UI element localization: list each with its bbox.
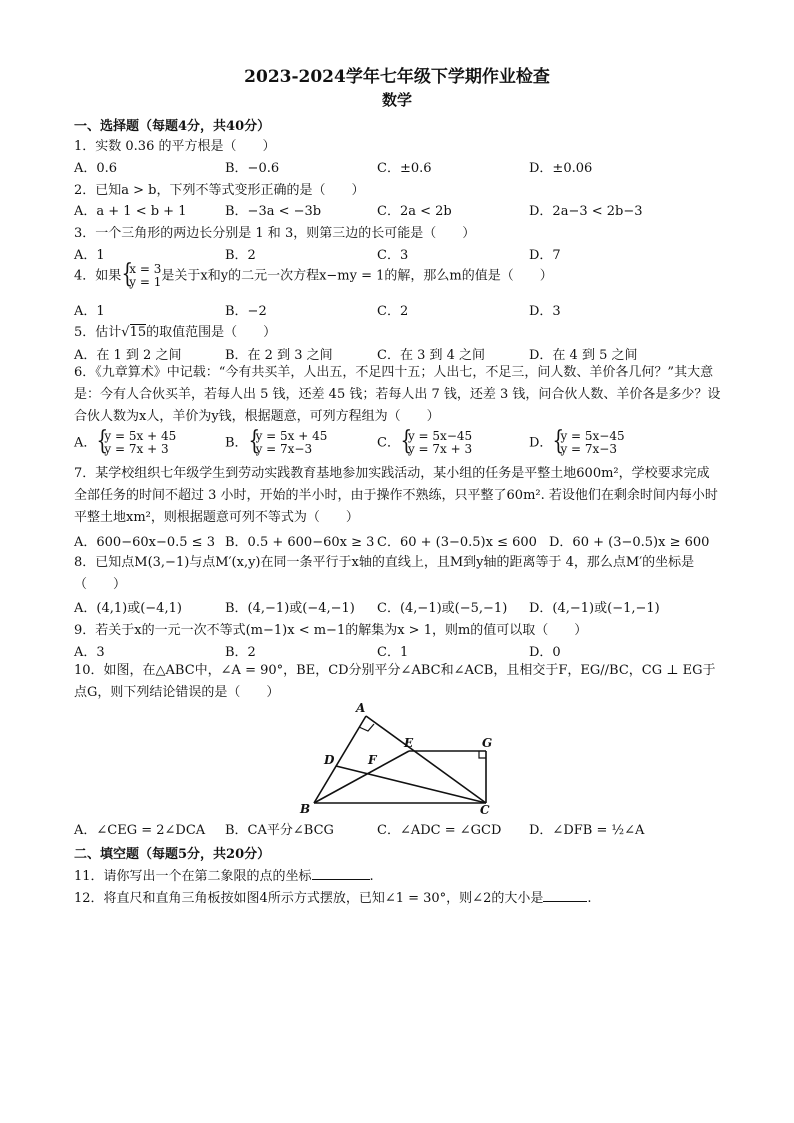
q6-d-eq-2: y = 7x−3	[560, 442, 617, 456]
q4-suffix: 是关于x和y的二元一次方程x−my = 1的解，那么m的值是（ ）	[161, 268, 553, 284]
page-subtitle: 数学	[381, 91, 412, 109]
q5-radicand: 15	[129, 325, 147, 340]
q6-a-eq-2: y = 7x + 3	[104, 442, 169, 456]
q3-option-b: B．2	[225, 248, 256, 263]
triangle-figure	[296, 700, 516, 820]
q4-option-b: B．−2	[225, 304, 267, 319]
q8-option-c: C．(4,−1)或(−5,−1)	[377, 601, 508, 616]
q10-option-d: D．∠DFB = ½∠A	[529, 823, 645, 838]
q4-option-d: D．3	[529, 304, 561, 319]
segment-ab	[314, 716, 366, 803]
q5-option-b: B．在 2 到 3 之间	[225, 348, 333, 363]
q6-option-a-system	[96, 430, 176, 456]
label-a: A	[356, 701, 366, 715]
section-heading-choice: 一、选择题（每题4分，共40分）	[74, 119, 271, 134]
q8-option-b: B．(4,−1)或(−4,−1)	[225, 601, 355, 616]
q12-stem: 12．将直尺和直角三角板按如图4所示方式摆放，已知∠1 = 30°，则∠2的大小是	[74, 891, 544, 906]
right-angle-mark-g	[479, 751, 486, 758]
q7-option-b: B．0.5 + 600−60x ≥ 3	[225, 535, 375, 550]
q12-end: .	[587, 891, 592, 906]
q9-option-a: A．3	[74, 645, 105, 660]
q6-a-eq-1: { y = 5x + 45	[104, 429, 177, 443]
q2-option-b: B．−3a < −3b	[225, 204, 322, 219]
q5-option-d: D．在 4 到 5 之间	[529, 348, 638, 363]
q3-option-c: C．3	[377, 248, 409, 263]
question-5-stem	[74, 321, 276, 340]
question-11	[74, 865, 374, 884]
q1-option-a: A．0.6	[74, 161, 118, 176]
label-f: F	[368, 753, 377, 767]
q6-d-eq-1: { y = 5x−45	[560, 429, 625, 443]
q1-option-d: D．±0.06	[529, 161, 593, 176]
q4-option-c: C．2	[377, 304, 409, 319]
q4-prefix: 4．如果	[74, 268, 122, 284]
q6-c-eq-2: y = 7x + 3	[407, 442, 473, 456]
q2-option-c: C．2a < 2b	[377, 204, 452, 219]
label-e: E	[404, 736, 414, 750]
q9-option-d: D．0	[529, 645, 561, 660]
q1-option-c: C．±0.6	[377, 161, 432, 176]
q3-option-d: D．7	[529, 248, 561, 263]
q2-option-a: A．a + 1 < b + 1	[74, 204, 187, 219]
q4-eq-1: { x = 3	[129, 262, 162, 276]
q6-b-eq-1: { y = 5x + 45	[255, 429, 328, 443]
q6-c-eq-1: { y = 5x−45	[407, 429, 473, 443]
q4-eq-2: y = 1	[129, 275, 162, 289]
q6-option-a	[74, 430, 176, 456]
q11-answer-blank[interactable]	[312, 867, 370, 880]
q1-option-b: B．−0.6	[225, 161, 280, 176]
segment-ac	[366, 716, 486, 803]
q6-option-c-system	[400, 430, 472, 456]
q10-option-c: C．∠ADC = ∠GCD	[377, 823, 502, 838]
question-9-stem: 9．若关于x的一元一次不等式(m−1)x < m−1的解集为x > 1，则m的值可以取（ ）	[74, 623, 588, 638]
q6-option-b	[225, 430, 327, 456]
q6-option-b-system	[248, 430, 328, 456]
question-6-text: 6．《九章算术》中记载：“今有共买羊，人出五，不足四十五；人出七，不足三，问人数、羊价各几何？”其大意是：今有人合伙买羊，若每人出 5 钱，还差 45 钱；若每人出 7 钱，还差 3 钱，问合伙人数、羊价各是多少？设合伙人数为x人，羊价为y钱，根据题意，可列方程组为（ ）	[74, 365, 721, 424]
q6-option-c-label: C．	[377, 435, 400, 451]
q8-option-a: A．(4,1)或(−4,1)	[74, 601, 182, 616]
question-12	[74, 887, 591, 906]
q5-option-a: A．在 1 到 2 之间	[74, 348, 182, 363]
q10-option-b: B．CA平分∠BCG	[225, 823, 334, 838]
q9-option-c: C．1	[377, 645, 409, 660]
q9-option-b: B．2	[225, 645, 256, 660]
q7-option-d: D．60 + (3−0.5)x ≥ 600	[549, 535, 710, 550]
question-3-stem: 3．一个三角形的两边长分别是 1 和 3，则第三边的长可能是（ ）	[74, 226, 476, 241]
question-7-text: 7．某学校组织七年级学生到劳动实践教育基地参加实践活动，某小组的任务是平整土地600m²，学校要求完成全部任务的时间不超过 3 小时，开始的半小时，由于操作不熟练，只平整了60m². 若设他们在剩余时间内每小时平整土地xm²，则根据题意可列不等式为（ ）	[74, 466, 718, 525]
q3-option-a: A．1	[74, 248, 105, 263]
label-b: B	[300, 802, 311, 816]
q6-option-b-label: B．	[225, 435, 248, 451]
label-d: D	[324, 753, 335, 767]
q8-option-d: D．(4,−1)或(−1,−1)	[529, 601, 660, 616]
q5-option-c: C．在 3 到 4 之间	[377, 348, 486, 363]
q6-option-a-label: A．	[74, 435, 97, 451]
q11-stem: 11．请你写出一个在第二象限的点的坐标	[74, 869, 312, 884]
segment-cd	[336, 766, 486, 803]
q6-option-d	[529, 430, 625, 456]
question-4-stem	[74, 263, 553, 289]
q6-b-eq-2: y = 7x−3	[255, 442, 313, 456]
q4-equation-system	[121, 263, 161, 289]
question-2-stem: 2．已知a > b，下列不等式变形正确的是（ ）	[74, 183, 365, 198]
page-title: 2023-2024学年七年级下学期作业检查	[244, 67, 550, 87]
sqrt-sign: √	[121, 325, 130, 340]
q6-option-c	[377, 430, 472, 456]
q4-option-a: A．1	[74, 304, 105, 319]
label-g: G	[482, 736, 493, 750]
q5-prefix: 5．估计	[74, 325, 122, 340]
question-10-text: 10．如图，在△ABC中，∠A = 90°，BE，CD分别平分∠ABC和∠ACB，且相交于F，EG//BC，CG ⊥ EG于点G，则下列结论错误的是（ ）	[74, 663, 716, 700]
q11-end: .	[369, 869, 374, 884]
label-c: C	[480, 803, 490, 817]
q7-option-c: C．60 + (3−0.5)x ≤ 600	[377, 535, 537, 550]
question-8-text: 8．已知点M(3,−1)与点M′(x,y)在同一条平行于x轴的直线上，且M到y轴的距离等于 4，那么点M′的坐标是（ ）	[74, 555, 695, 592]
q12-answer-blank[interactable]	[543, 889, 587, 902]
q6-option-d-label: D．	[529, 435, 553, 451]
q7-option-a: A．600−60x−0.5 ≤ 3	[74, 535, 215, 550]
q5-suffix: 的取值范围是（ ）	[146, 325, 277, 340]
section-heading-fill: 二、填空题（每题5分，共20分）	[74, 847, 271, 862]
q2-option-d: D．2a−3 < 2b−3	[529, 204, 643, 219]
q10-option-a: A．∠CEG = 2∠DCA	[74, 823, 206, 838]
q6-option-d-system	[552, 430, 624, 456]
question-1-stem: 1．实数 0.36 的平方根是（ ）	[74, 139, 276, 154]
